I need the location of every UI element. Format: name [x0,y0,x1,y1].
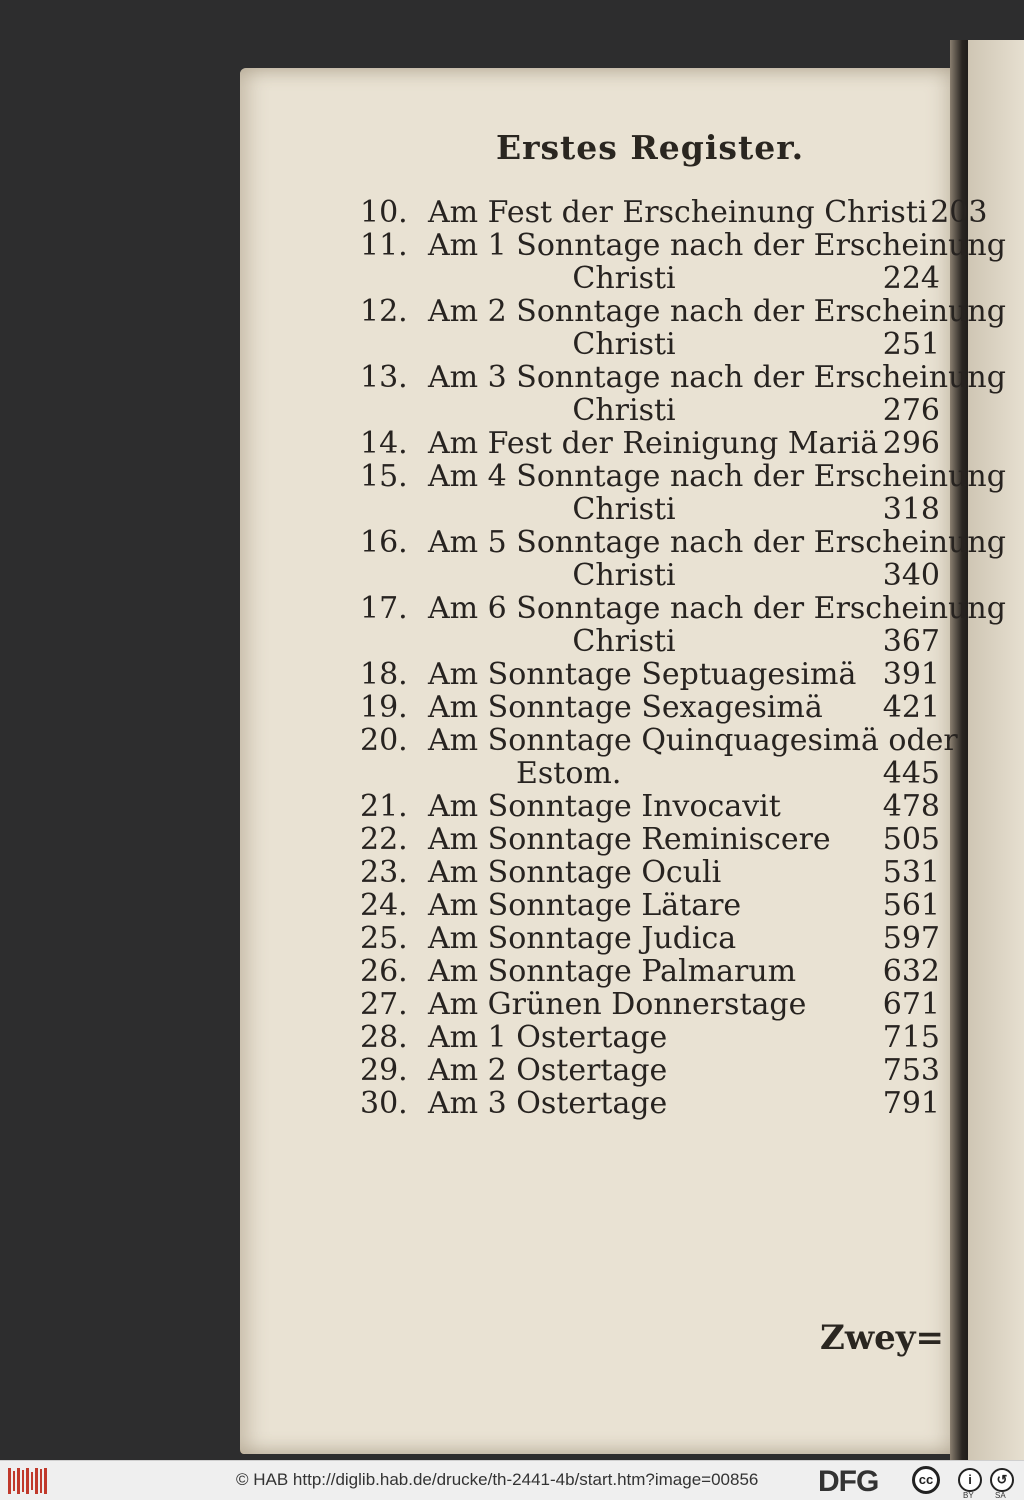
entry-number: 26. [360,954,408,989]
copyright-link[interactable]: © HAB http://diglib.hab.de/drucke/th-2441-4b/start.htm?image=00856 [236,1470,759,1489]
toc-entry [360,691,940,724]
entry-number: 22. [360,822,408,857]
entry-title-continuation: Christi [572,261,676,296]
entry-number: 27. [360,987,408,1022]
entry-number: 10. [360,195,408,230]
toc-entry [360,360,1006,428]
entry-page-number: 505 [882,822,940,857]
entry-title: Am Sonntage Palmarum [428,954,797,989]
entry-number: 16. [360,525,408,560]
catchword: Zwey= [820,1318,944,1358]
entry-number: 20. [360,723,408,758]
entry-title: Am Sonntage Judica [428,921,737,956]
entry-number: 15. [360,459,408,494]
entry-page-number: 251 [882,327,940,362]
entry-title: Am Fest der Reinigung Mariä [428,426,879,461]
entry-title-continuation: Christi [572,492,676,527]
toc-entry [360,955,940,988]
toc-entry [360,427,940,460]
dfg-logo[interactable]: DFG [818,1465,879,1498]
entry-title: Am Fest der Erscheinung Christi [428,195,928,230]
toc-entry [360,294,1006,362]
sa-icon[interactable]: ↺ [990,1468,1014,1492]
entry-title-continuation: Christi [572,558,676,593]
entry-page-number: 296 [882,426,940,461]
entry-title: Am Sonntage Oculi [428,855,722,890]
toc-entry [360,1021,940,1054]
entry-number: 13. [360,360,408,395]
toc-entry [360,1054,940,1087]
entry-title: Am 3 Sonntage nach der Erscheinung [428,360,1006,395]
entry-page-number: 318 [882,492,940,527]
toc-entry [360,889,940,922]
entry-number: 11. [360,228,408,263]
entry-title: Am Sonntage Quinquagesimä oder [428,723,958,758]
entry-page-number: 478 [882,789,940,824]
toc-entry [360,1087,940,1120]
entry-number: 23. [360,855,408,890]
entry-title-continuation: Christi [572,327,676,362]
entry-number: 14. [360,426,408,461]
entry-number: 28. [360,1020,408,1055]
toc-entry [360,195,988,230]
toc-entry [360,525,1006,593]
entry-title: Am Sonntage Sexagesimä [428,690,823,725]
entry-page-number: 715 [882,1020,940,1055]
entry-title: Am 1 Ostertage [428,1020,668,1055]
entry-number: 19. [360,690,408,725]
hab-logo-icon[interactable] [8,1468,48,1494]
entry-page-number: 791 [882,1086,940,1121]
toc-entry [360,591,1006,659]
entry-page-number: 276 [882,393,940,428]
entry-title-continuation: Christi [572,393,676,428]
entry-page-number: 391 [882,657,940,692]
toc-entry [360,856,940,889]
entry-title: Am Sonntage Reminiscere [428,822,831,857]
entry-page-number: 531 [882,855,940,890]
entry-page-number: 597 [882,921,940,956]
entry-title: Am 2 Ostertage [428,1053,668,1088]
entry-number: 30. [360,1086,408,1121]
entry-number: 29. [360,1053,408,1088]
entry-number: 17. [360,591,408,626]
entry-title: Am 5 Sonntage nach der Erscheinung [428,525,1006,560]
toc-entry [360,922,940,955]
entry-title: Am 4 Sonntage nach der Erscheinung [428,459,1006,494]
viewer-footer [0,1460,1024,1500]
entry-title: Am 2 Sonntage nach der Erscheinung [428,294,1006,329]
sa-label: SA [995,1491,1006,1500]
toc-entry [360,723,958,791]
entry-page-number: 367 [882,624,940,659]
toc-entry [360,790,940,823]
entry-title: Am Sonntage Septuagesimä [428,657,857,692]
entry-title-continuation: Christi [572,624,676,659]
entry-number: 21. [360,789,408,824]
by-icon[interactable]: i [958,1468,982,1492]
entry-title: Am 1 Sonntage nach der Erscheinung [428,228,1006,263]
entry-title-continuation: Estom. [516,756,622,791]
by-label: BY [963,1491,974,1500]
entry-page-number: 203 [930,195,988,230]
entry-number: 18. [360,657,408,692]
entry-number: 12. [360,294,408,329]
toc-entry [360,459,1006,527]
entry-page-number: 421 [882,690,940,725]
entry-page-number: 561 [882,888,940,923]
entry-page-number: 671 [882,987,940,1022]
toc-entry [360,823,940,856]
entry-title: Am Sonntage Invocavit [428,789,781,824]
entry-page-number: 224 [882,261,940,296]
table-of-contents [360,195,1006,1121]
toc-entry [360,988,940,1021]
entry-page-number: 445 [882,756,940,791]
cc-icon[interactable]: cc [912,1466,940,1494]
entry-title: Am Grünen Donnerstage [428,987,807,1022]
toc-entry [360,658,940,691]
entry-title: Am Sonntage Lätare [428,888,742,923]
page-header: Erstes Register. [495,128,805,167]
entry-page-number: 340 [882,558,940,593]
toc-entry [360,228,1006,296]
entry-title: Am 3 Ostertage [428,1086,668,1121]
entry-number: 25. [360,921,408,956]
entry-page-number: 753 [882,1053,940,1088]
entry-number: 24. [360,888,408,923]
entry-title: Am 6 Sonntage nach der Erscheinung [428,591,1006,626]
entry-page-number: 632 [882,954,940,989]
